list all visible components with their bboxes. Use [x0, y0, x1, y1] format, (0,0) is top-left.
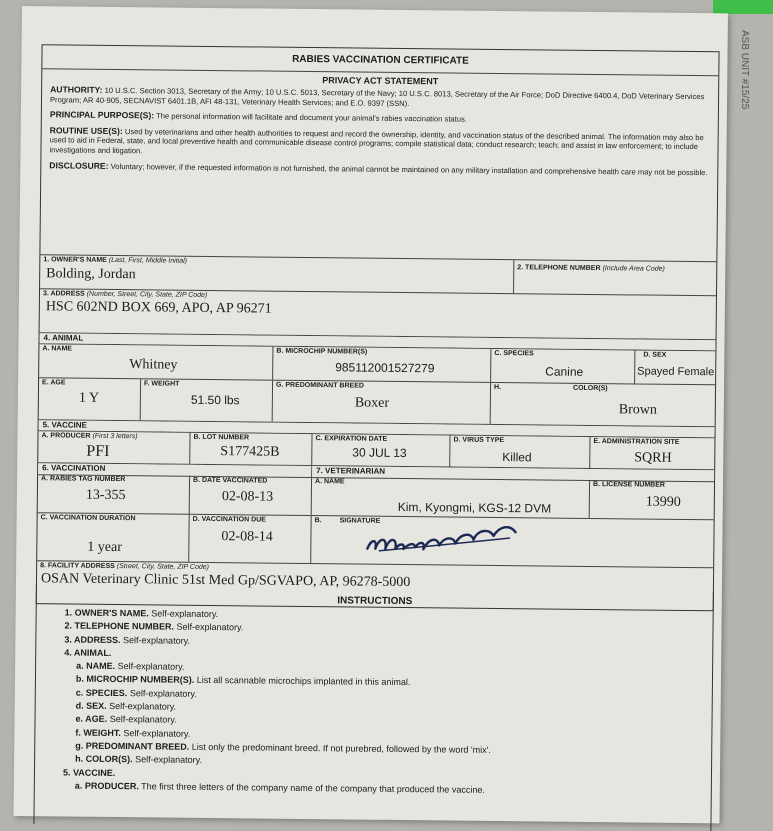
side-stamp-text: ASB UNIT #15/25 [739, 30, 750, 109]
virus-type-field[interactable] [450, 436, 590, 468]
license-value: 13990 [646, 495, 681, 511]
instruction-text: List all scannable microchips implanted in this animal. [197, 675, 411, 687]
license-field[interactable] [590, 480, 714, 520]
instruction-label: 4. ANIMAL. [64, 647, 111, 657]
instruction-text: Self-explanatory. [118, 661, 185, 672]
instruction-text: Self-explanatory. [110, 714, 177, 725]
species-field[interactable] [491, 349, 635, 384]
instruction-text: Self-explanatory. [123, 635, 190, 646]
instructions-section [33, 584, 713, 831]
veterinarian-block [311, 466, 714, 567]
instruction-text: Self-explanatory. [109, 701, 176, 712]
routine-label: ROUTINE USE(S): [50, 125, 123, 136]
green-tab-marker [713, 0, 773, 14]
signature-icon [359, 519, 559, 563]
date-vaccinated-value: 02-08-13 [222, 489, 273, 506]
color-label: COLOR(S) [573, 385, 608, 392]
privacy-purpose [42, 110, 718, 127]
privacy-routine [41, 126, 717, 162]
side-stamp [738, 30, 773, 210]
disclosure-text: Voluntary; however, if the requested information is not furnished, the animal cannot be maintained on any military installation and comprehensive health care may not be possible. [111, 162, 708, 177]
disclosure-label: DISCLOSURE: [49, 160, 108, 171]
microchip-label: B. MICROCHIP NUMBER(S) [276, 348, 367, 356]
signature-label-letter: B. [315, 517, 322, 524]
vaccination-vet-block [37, 463, 714, 568]
instruction-text: The first three letters of the company name of the company that produced the vaccine. [141, 781, 485, 795]
owner-name-label: 1. OWNER'S NAME (Last, First, Middle Initial) [43, 256, 187, 265]
date-vaccinated-label: B. DATE VACCINATED [193, 477, 267, 485]
expiration-field[interactable] [312, 434, 450, 466]
breed-field[interactable] [273, 381, 491, 424]
microchip-value: 985112001527279 [335, 360, 434, 375]
instruction-label: a. PRODUCER. [75, 780, 139, 791]
color-field[interactable] [491, 383, 715, 426]
instruction-text: Self-explanatory. [151, 608, 218, 619]
species-value: Canine [545, 364, 583, 378]
routine-text: Used by veterinarians and other health authorities to request and record the ownership, identity, and vaccination status of the described animal. The information may also be used to aid in Federal, state, and local preventive health and communicable disease control programs; compile statistical data; conduct research; teach; and assist in law enforcement; to include investigations and litigation. [49, 127, 703, 155]
producer-field[interactable] [38, 431, 190, 464]
telephone-label: 2. TELEPHONE NUMBER (Include Area Code) [517, 264, 665, 273]
privacy-section [40, 69, 718, 262]
instructions-list [35, 606, 713, 799]
telephone-field[interactable] [514, 260, 716, 295]
license-label: B. LICENSE NUMBER [593, 481, 665, 489]
vaccination-due-field[interactable] [189, 515, 310, 563]
instruction-text: List only the predominant breed. If not purebred, followed by the word 'mix'. [192, 742, 491, 755]
vaccination-due-label: D. VACCINATION DUE [193, 516, 266, 524]
microchip-field[interactable] [273, 347, 491, 382]
admin-site-field[interactable] [590, 437, 714, 469]
rabies-tag-value: 13-355 [86, 488, 126, 504]
vaccination-duration-value: 1 year [87, 540, 122, 556]
animal-row-2 [39, 378, 715, 427]
vet-name-field[interactable] [312, 477, 590, 519]
address-row [40, 289, 716, 340]
sex-field[interactable] [635, 350, 715, 384]
animal-name-field[interactable] [39, 344, 273, 379]
lot-number-value: S177425B [220, 444, 279, 461]
date-vaccinated-field[interactable] [190, 476, 311, 516]
instruction-label: b. MICROCHIP NUMBER(S). [76, 674, 194, 685]
certificate-paper [14, 6, 728, 823]
instruction-label: d. SEX. [76, 701, 107, 711]
purpose-text: The personal information will facilitate and document your animal's rabies vaccination status. [156, 112, 467, 124]
owner-name-value: Bolding, Jordan [46, 266, 136, 283]
weight-label: F. WEIGHT [144, 380, 179, 387]
animal-name-value: Whitney [129, 357, 177, 374]
instruction-label: h. COLOR(S). [75, 754, 133, 765]
facility-value[interactable]: OSAN Veterinary Clinic 51st Med Gp/SGVAPO, AP, 96278-5000 [41, 571, 410, 591]
instruction-text: Self-explanatory. [176, 622, 243, 633]
instruction-text: Self-explanatory. [130, 688, 197, 699]
lot-number-field[interactable] [190, 433, 312, 465]
instruction-label: 2. TELEPHONE NUMBER. [64, 621, 174, 632]
weight-field[interactable] [141, 379, 273, 421]
sex-label: D. SEX [643, 352, 666, 359]
breed-value: Boxer [355, 396, 389, 412]
instruction-label: 1. OWNER'S NAME. [65, 607, 149, 618]
admin-site-value: SQRH [634, 450, 672, 466]
authority-label: AUTHORITY: [50, 84, 102, 95]
signature-label: SIGNATURE [340, 517, 381, 524]
sex-value: Spayed Female [637, 365, 714, 378]
species-label: C. SPECIES [494, 350, 533, 357]
virus-type-value: Killed [502, 450, 532, 464]
vaccination-section-label: 6. VACCINATION [38, 463, 311, 478]
address-label: 3. ADDRESS (Number, Street, City, State, ZIP Code) [43, 290, 207, 299]
age-label: E. AGE [42, 379, 66, 386]
instruction-text: Self-explanatory. [123, 728, 190, 739]
vaccine-section-label: 5. VACCINE [39, 420, 715, 437]
veterinarian-section-label: 7. VETERINARIAN [312, 466, 714, 482]
expiration-label: C. EXPIRATION DATE [315, 435, 387, 443]
rabies-tag-label: A. RABIES TAG NUMBER [41, 475, 125, 483]
vaccination-due-value: 02-08-14 [221, 529, 272, 546]
weight-value: 51.50 lbs [191, 393, 240, 408]
vaccination-duration-label: C. VACCINATION DURATION [41, 514, 136, 522]
address-value[interactable]: HSC 602ND BOX 669, APO, AP 96271 [46, 299, 272, 317]
color-label-letter: H. [494, 384, 501, 391]
animal-name-label: A. NAME [42, 345, 72, 352]
instruction-label: g. PREDOMINANT BREED. [75, 741, 189, 752]
admin-site-label: E. ADMINISTRATION SITE [593, 438, 679, 446]
instruction-label: c. SPECIES. [76, 687, 128, 698]
owner-name-field[interactable] [40, 255, 514, 293]
animal-section-label: 4. ANIMAL [39, 333, 715, 350]
vaccination-duration-field[interactable] [37, 513, 189, 562]
instruction-label: 3. ADDRESS. [64, 634, 120, 645]
instruction-text: Self-explanatory. [135, 754, 202, 765]
privacy-disclosure [41, 161, 717, 178]
vet-name-label: A. NAME [315, 478, 345, 485]
vaccination-block [37, 463, 312, 563]
age-value: 1 Y [79, 391, 99, 407]
virus-type-label: D. VIRUS TYPE [453, 437, 504, 445]
producer-value: PFI [86, 443, 109, 461]
instructions-title: INSTRUCTIONS [37, 592, 713, 610]
page-title: RABIES VACCINATION CERTIFICATE [42, 45, 718, 76]
breed-label: G. PREDOMINANT BREED [276, 382, 364, 390]
purpose-label: PRINCIPAL PURPOSE(S): [50, 109, 154, 120]
authority-text: 10 U.S.C. Section 3013, Secretary of the Army; 10 U.S.C. 5013, Secretary of the Navy; 10 U.S.C. 8013, Secretary of the Air Force; DoD Directive 6400.4, DoD Veterinary Services Program; AR 40-905, SECNAVIST 6401.1B, AFI 48-131, Veterinary Health Services; and E.O. 9397 (SSN). [50, 86, 704, 108]
producer-label: A. PRODUCER (First 3 letters) [41, 432, 137, 440]
privacy-heading: PRIVACY ACT STATEMENT [42, 69, 718, 92]
vet-name-value: Kim, Kyongmi, KGS-12 DVM [398, 500, 552, 516]
age-field[interactable] [39, 378, 141, 420]
instruction-label: 5. VACCINE. [63, 767, 115, 778]
facility-label: 8. FACILITY ADDRESS (Street, City, State, ZIP Code) [40, 562, 209, 571]
instruction-label: a. NAME. [76, 661, 115, 671]
instruction-label: e. AGE. [75, 714, 107, 724]
rabies-tag-field[interactable] [38, 474, 190, 515]
lot-number-label: B. LOT NUMBER [193, 434, 249, 442]
signature-field[interactable] [311, 516, 713, 567]
expiration-value: 30 JUL 13 [352, 445, 406, 460]
color-value: Brown [619, 402, 657, 418]
certificate-form [36, 44, 720, 611]
instruction-label: f. WEIGHT. [75, 727, 121, 737]
